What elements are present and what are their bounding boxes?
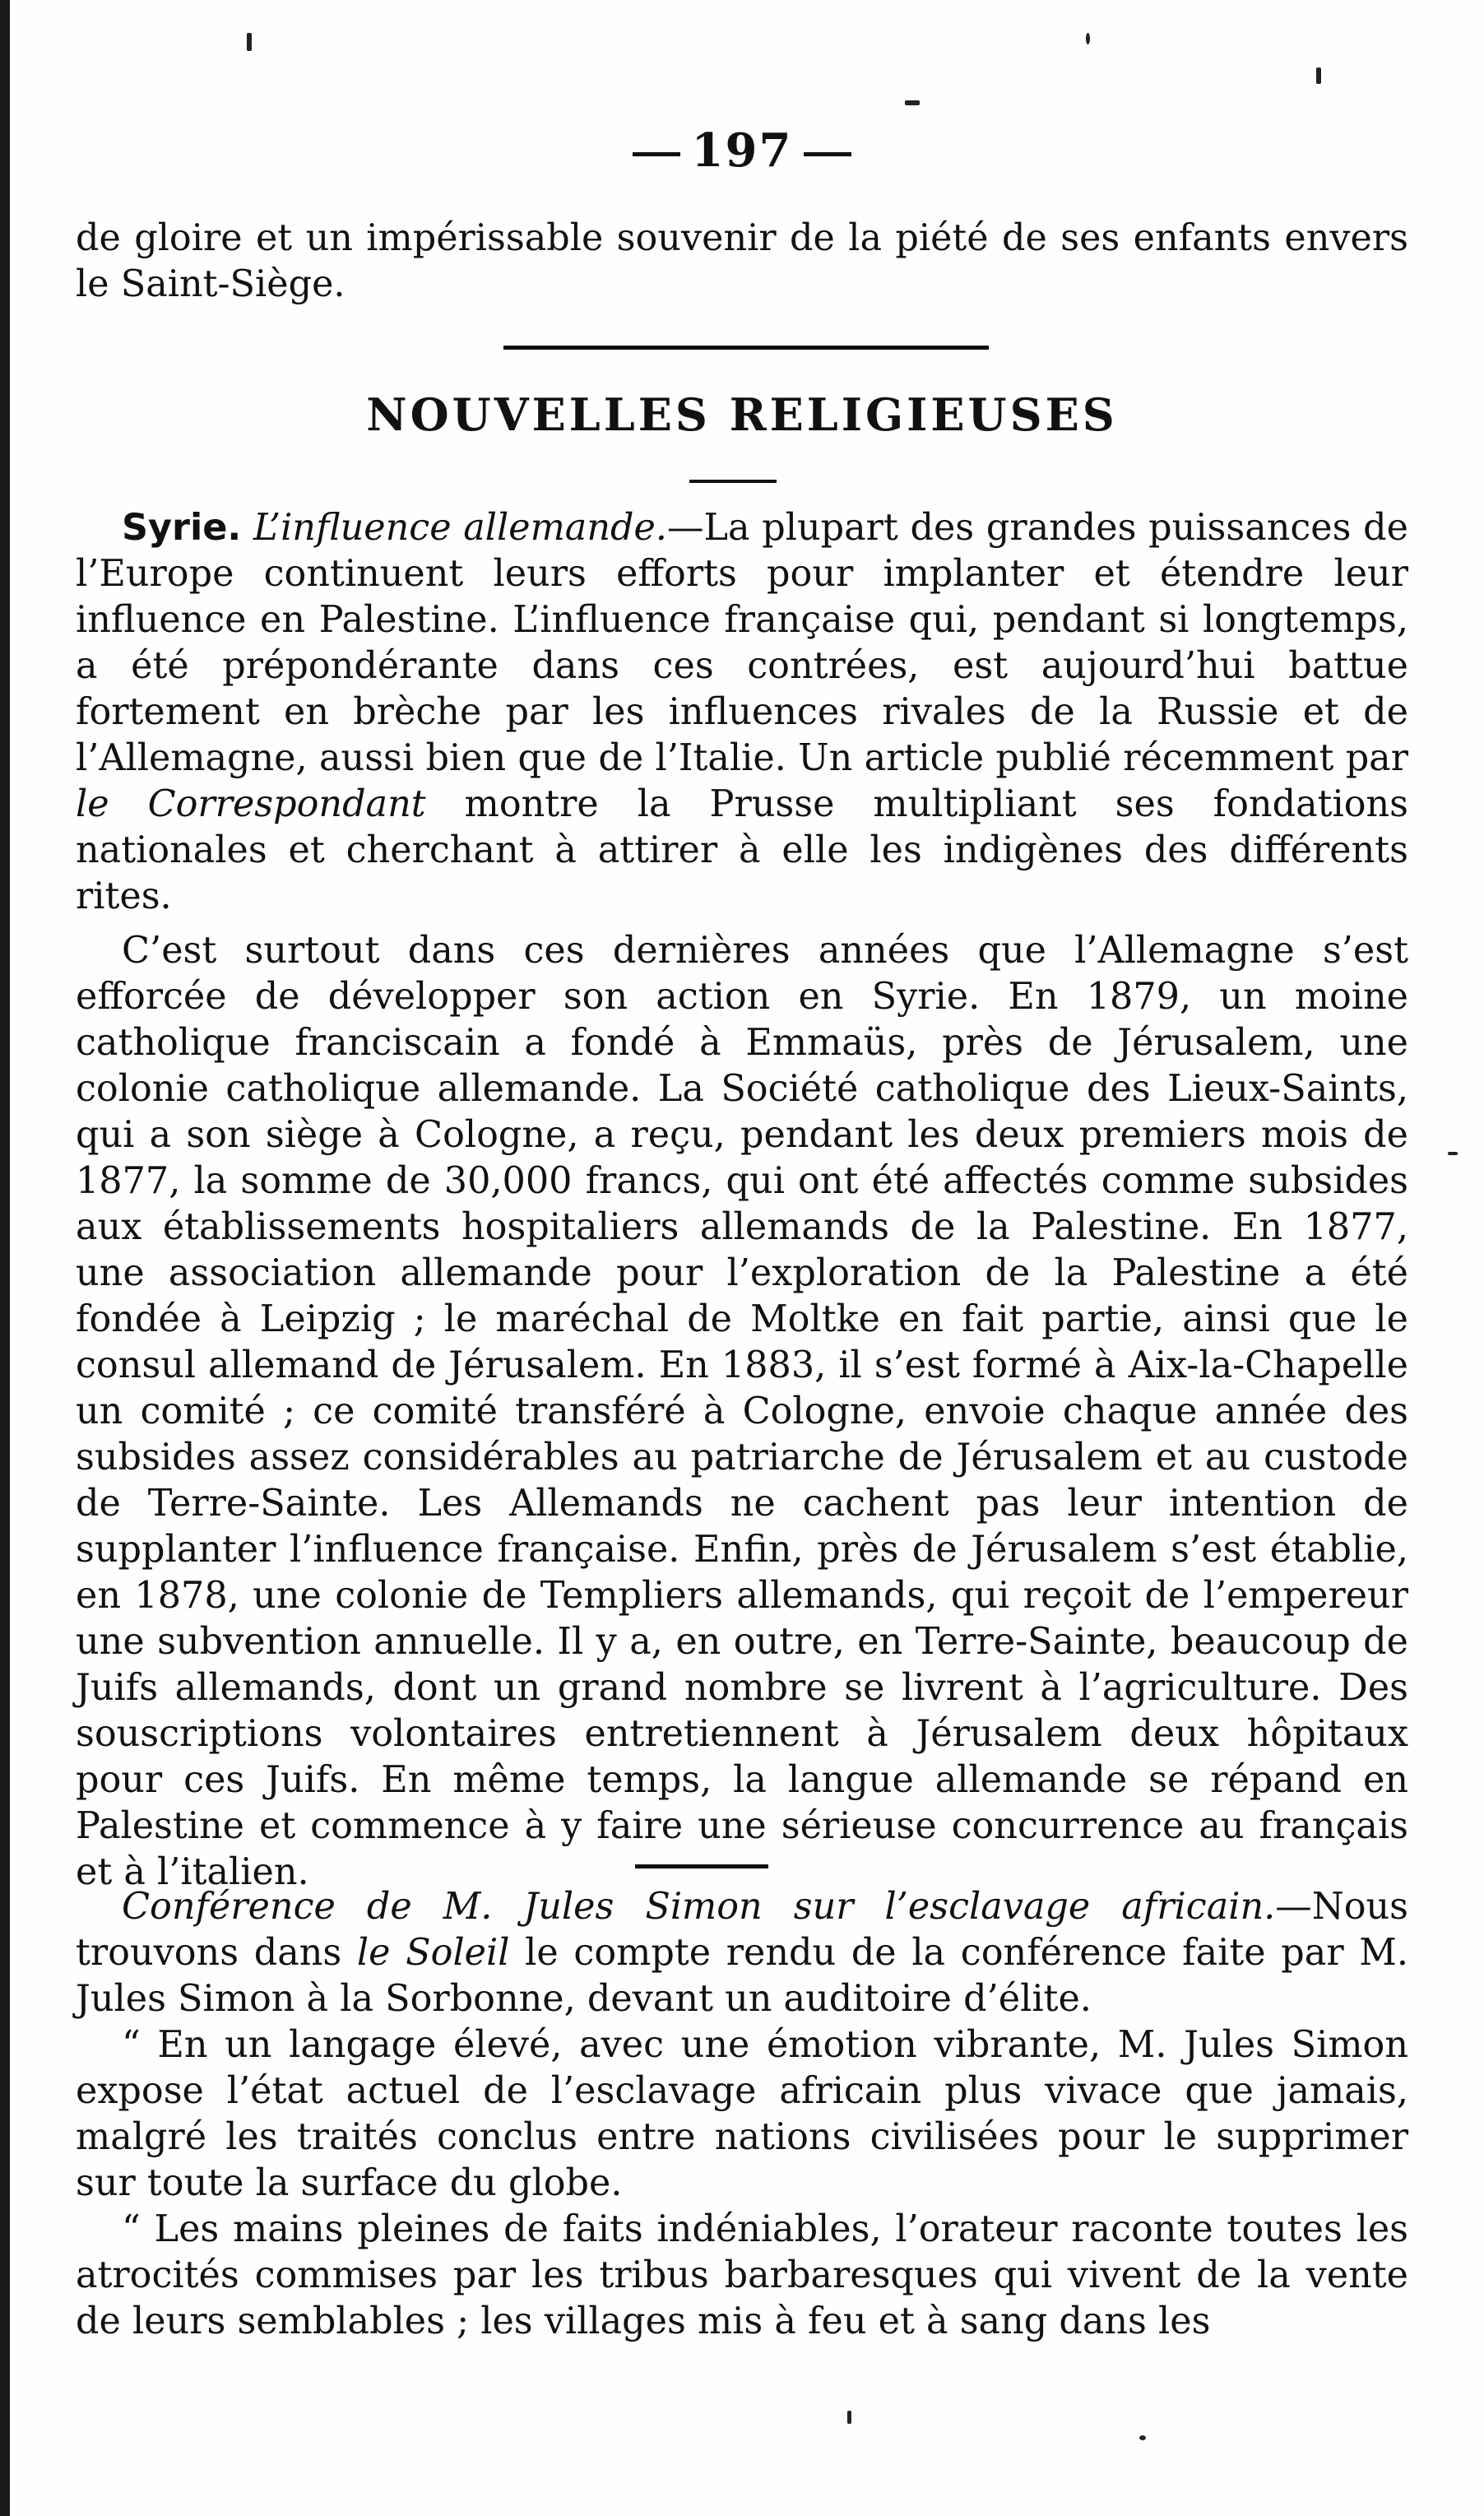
syrie-lead: Syrie.: [122, 507, 242, 549]
conference-intro-b: le compte rendu de la conférence faite par M. Jules Simon à la Sorbonne, devant un auditoire d’élite.: [76, 1932, 1408, 2020]
scan-speck: [1086, 33, 1090, 44]
scan-speck: [247, 33, 252, 51]
folio-dash-right: [804, 152, 851, 156]
journal-name-soleil: le Soleil: [356, 1932, 510, 1974]
title-underline: [689, 480, 777, 483]
scan-speck: [1139, 2435, 1146, 2440]
section-title: NOUVELLES RELIGIEUSES: [366, 388, 1118, 441]
syrie-dash: —: [666, 507, 704, 549]
syrie-para1-text: La plupart des grandes puissances de l’Europe continuent leurs efforts pour implanter et étendre leur influence en Palestine. L’influence française qui, pendant si longtemps, a été prépondérante dans ces contrées, est aujourd’hui battue fortement en brèche par les influences rivales de la Russie et de l’Allemagne, aussi bien que de l’Italie. Un article publié récemment par: [76, 507, 1408, 779]
page-number: [0, 123, 1484, 178]
conference-article: [76, 1884, 1408, 2345]
conference-title: Conférence de M. Jules Simon sur l’esclavage africain.: [122, 1886, 1276, 1928]
page-number-text: 197: [691, 123, 793, 178]
syrie-article: [76, 505, 1408, 1896]
conference-paragraph-1: [76, 1884, 1408, 2022]
folio-dash-left: [633, 152, 680, 156]
page-edge-shadow: [0, 0, 10, 2516]
intro-paragraph-block: [76, 216, 1408, 308]
conference-intro-a: Nous trouvons dans: [76, 1886, 1408, 1974]
scan-speck: [1316, 67, 1321, 84]
scan-speck: [1448, 1152, 1458, 1155]
quote-paragraph-2: “ Les mains pleines de faits indéniables, l’orateur raconte toutes les atrocités commises par les tribus barbaresques qui vivent de la vente de leurs semblables ; les villages mis à feu et à sang dans les: [76, 2208, 1408, 2342]
article-divider: [635, 1864, 768, 1868]
conference-dash: —: [1275, 1886, 1312, 1928]
intro-paragraph: de gloire et un impérissable souvenir de la piété de ses enfants envers le Saint-Siège.: [76, 217, 1408, 305]
journal-name: le Correspondant: [76, 783, 426, 825]
syrie-paragraph-1: [76, 505, 1408, 920]
scan-speck: [905, 100, 920, 105]
syrie-subtitle: L’influence allemande.: [253, 507, 667, 549]
scan-speck: [847, 2411, 851, 2424]
syrie-para1-end: montre la Prusse multipliant ses fondations nationales et cherchant à attirer à elle les indigènes des différents rites.: [76, 783, 1408, 917]
syrie-paragraph-2: C’est surtout dans ces dernières années que l’Allemagne s’est efforcée de développer son action en Syrie. En 1879, un moine catholique franciscain a fondé à Emmaüs, près de Jérusalem, une colonie catholique allemande. La Société catholique des Lieux-Saints, qui a son siège à Cologne, a reçu, pendant les deux premiers mois de 1877, la somme de 30,000 francs, qui ont été affectés comme subsides aux établissements hospitaliers allemands de la Palestine. En 1877, une association allemande pour l’exploration de la Palestine a été fondée à Leipzig ; le maréchal de Moltke en fait partie, ainsi que le consul allemand de Jérusalem. En 1883, il s’est formé à Aix-la-Chapelle un comité ; ce comité transféré à Cologne, envoie chaque année des subsides assez considérables au patriarche de Jérusalem et au custode de Terre-Sainte. Les Allemands ne cachent pas leur intention de supplanter l’influence française. Enfin, près de Jérusalem s’est établie, en 1878, une colonie de Templiers allemands, qui reçoit de l’empereur une subvention annuelle. Il y a, en outre, en Terre-Sainte, beaucoup de Juifs allemands, dont un grand nombre se livrent à l’agriculture. Des souscriptions volontaires entretiennent à Jérusalem deux hôpitaux pour ces Juifs. En même temps, la langue allemande se répand en Palestine et commence à y faire une sérieuse concurrence au français et à l’italien.: [76, 930, 1408, 1893]
quote-paragraph-1: “ En un langage élevé, avec une émotion vibrante, M. Jules Simon expose l’état actuel de l’esclavage africain plus vivace que jamais, malgré les traités conclus entre nations civilisées pour le supprimer sur toute la surface du globe.: [76, 2024, 1408, 2204]
section-divider: [503, 346, 989, 350]
